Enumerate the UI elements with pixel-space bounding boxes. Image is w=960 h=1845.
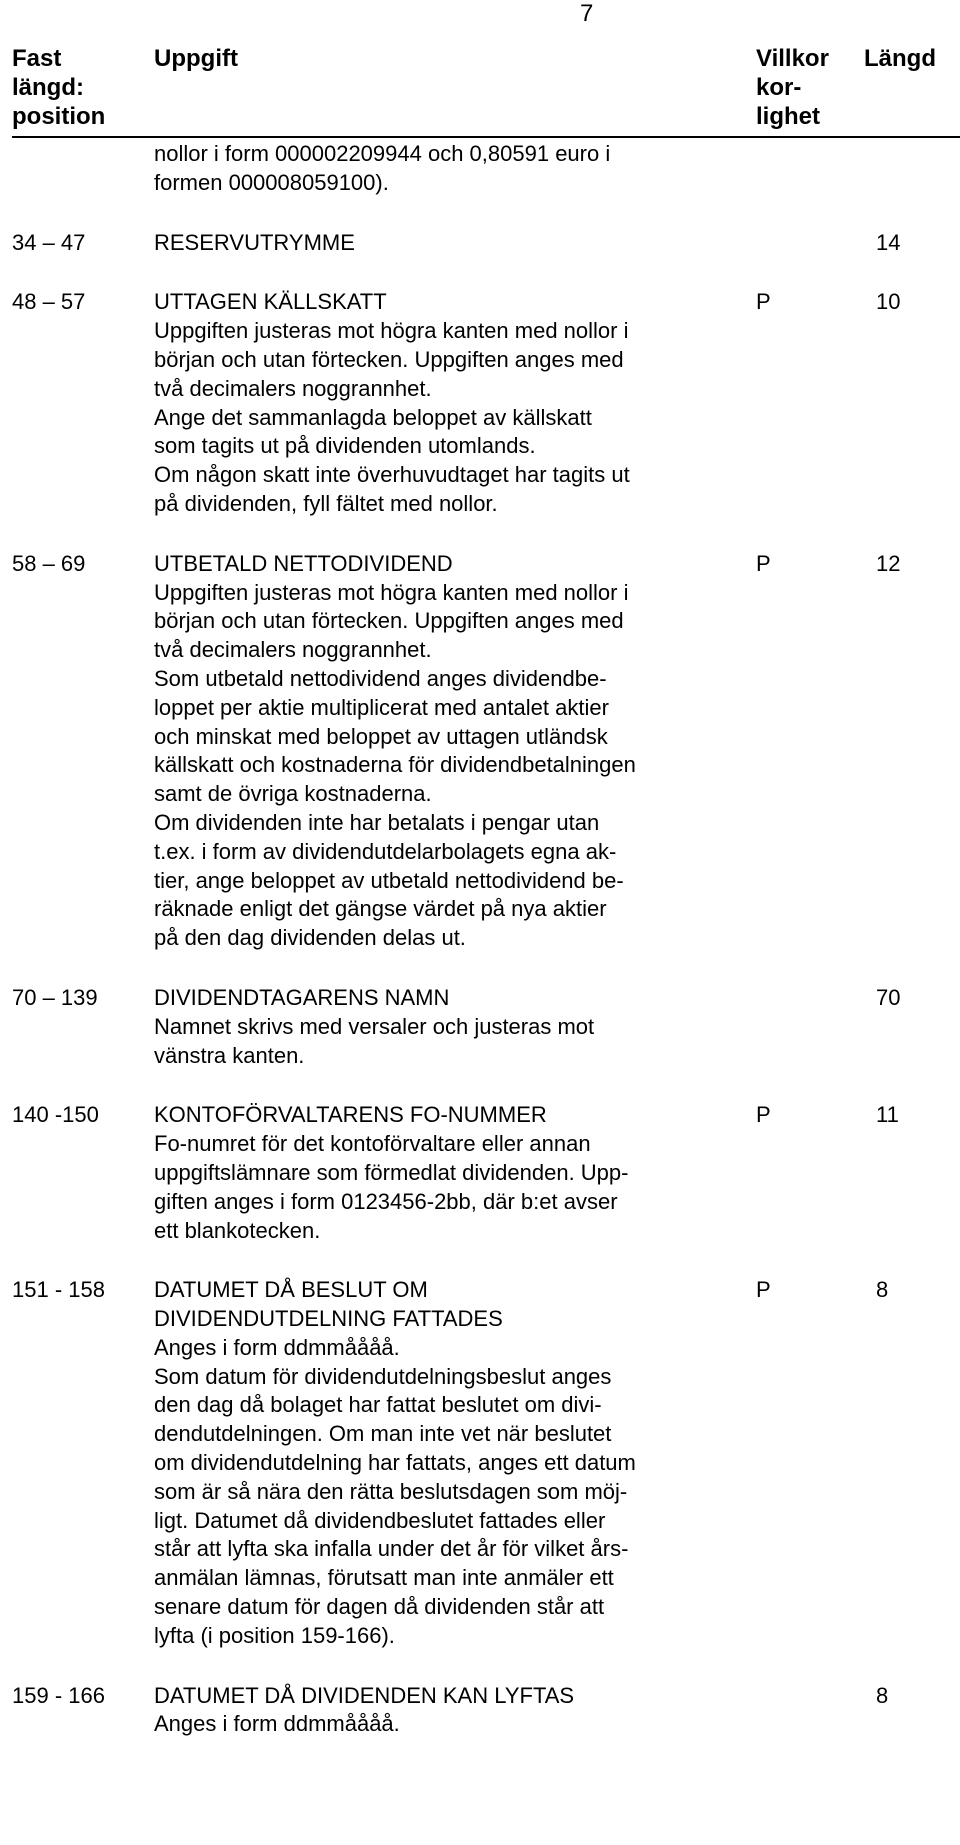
field-position: 151 - 158 xyxy=(12,1277,105,1303)
header-position-line: längd: xyxy=(12,74,84,101)
field-description-line: senare datum för dagen då dividenden står att xyxy=(154,1594,605,1620)
field-description-line: och minskat med beloppet av uttagen utländsk xyxy=(154,723,608,749)
field-row xyxy=(12,1276,960,1650)
field-table xyxy=(12,140,960,1770)
field-description-line: Om dividenden inte har betalats i pengar utan xyxy=(154,809,600,835)
field-length: 11 xyxy=(876,1102,899,1128)
field-description-line: Uppgiften justeras mot högra kanten med nollor i xyxy=(154,579,629,605)
field-condition: P xyxy=(756,550,771,576)
field-description xyxy=(154,550,754,953)
field-title: KONTOFÖRVALTARENS FO-NUMMER xyxy=(154,1102,547,1128)
field-position: 159 - 166 xyxy=(12,1682,105,1708)
field-description xyxy=(154,984,754,1070)
field-description-line: giften anges i form 0123456-2bb, där b:et avser xyxy=(154,1188,618,1214)
field-title: DIVIDENDTAGARENS NAMN xyxy=(154,984,450,1010)
field-row xyxy=(12,229,960,258)
field-description-line: början och utan förtecken. Uppgiften anges med xyxy=(154,346,624,372)
field-title: UTBETALD NETTODIVIDEND xyxy=(154,550,453,576)
page-number: 7 xyxy=(580,0,594,27)
field-description-line: om dividendutdelning har fattats, anges ett datum xyxy=(154,1450,636,1476)
field-position: 34 – 47 xyxy=(12,229,86,255)
field-position: 48 – 57 xyxy=(12,289,86,315)
field-description-line: Uppgiften justeras mot högra kanten med nollor i xyxy=(154,318,629,344)
field-condition: P xyxy=(756,1102,771,1128)
field-row xyxy=(12,1682,960,1740)
field-description-line: vänstra kanten. xyxy=(154,1042,305,1068)
field-description-line: Ange det sammanlagda beloppet av källskatt xyxy=(154,404,592,430)
header-condition-line: Villkor xyxy=(756,45,829,72)
field-description-line: som tagits ut på dividenden utomlands. xyxy=(154,433,536,459)
field-description-line: källskatt och kostnaderna för dividendbetalningen xyxy=(154,752,636,778)
field-description-line: står att lyfta ska infalla under det år för vilket års- xyxy=(154,1536,629,1562)
field-position: 140 -150 xyxy=(12,1102,99,1128)
field-description-line: Anges i form ddmmåååå. xyxy=(154,1334,400,1360)
field-description-line: på dividenden, fyll fältet med nollor. xyxy=(154,490,498,516)
field-length: 14 xyxy=(876,229,901,255)
field-description-line: ligt. Datumet då dividendbeslutet fattades eller xyxy=(154,1507,606,1533)
field-description xyxy=(154,1682,754,1740)
field-length: 8 xyxy=(876,1682,889,1708)
field-description-line: anmälan lämnas, förutsatt man inte anmäler ett xyxy=(154,1565,614,1591)
field-title: nollor i form 000002209944 och 0,80591 euro i xyxy=(154,141,611,166)
field-length: 70 xyxy=(876,984,901,1010)
field-title: DATUMET DÅ BESLUT OM xyxy=(154,1277,428,1303)
field-description-line: loppet per aktie multiplicerat med antalet aktier xyxy=(154,694,609,720)
field-description-line: Som datum för dividendutdelningsbeslut anges xyxy=(154,1363,612,1389)
field-position: 70 – 139 xyxy=(12,984,98,1010)
field-row xyxy=(12,550,960,953)
field-condition: P xyxy=(756,289,771,315)
field-description xyxy=(154,1101,754,1245)
field-position: 58 – 69 xyxy=(12,550,86,576)
field-condition: P xyxy=(756,1277,771,1303)
field-description-line: två decimalers noggrannhet. xyxy=(154,637,432,663)
field-description-line: Fo-numret för det kontoförvaltare eller annan xyxy=(154,1131,591,1157)
field-title: DATUMET DÅ DIVIDENDEN KAN LYFTAS xyxy=(154,1682,575,1708)
header-position xyxy=(12,44,105,131)
field-description-line: två decimalers noggrannhet. xyxy=(154,375,432,401)
field-title: UTTAGEN KÄLLSKATT xyxy=(154,289,387,315)
field-description-line: på den dag dividenden delas ut. xyxy=(154,925,466,951)
header-condition xyxy=(756,44,829,131)
field-description xyxy=(154,140,754,198)
field-length: 8 xyxy=(876,1277,889,1303)
field-description-line: lyfta (i position 159-166). xyxy=(154,1622,395,1648)
field-description-line: början och utan förtecken. Uppgiften anges med xyxy=(154,608,624,634)
field-description-line: ett blankotecken. xyxy=(154,1217,321,1243)
header-position-line: Fast xyxy=(12,45,62,72)
field-description-line: dendutdelningen. Om man inte vet när beslutet xyxy=(154,1421,612,1447)
field-title: RESERVUTRYMME xyxy=(154,229,355,255)
field-description-line: formen 000008059100). xyxy=(154,169,389,195)
field-description xyxy=(154,1276,754,1650)
field-row xyxy=(12,1101,960,1245)
field-description-line: Som utbetald nettodividend anges dividendbe- xyxy=(154,665,607,691)
field-description-line: Om någon skatt inte överhuvudtaget har tagits ut xyxy=(154,462,630,488)
field-description-line: den dag då bolaget har fattat beslutet om divi- xyxy=(154,1392,602,1418)
field-description-line: som är så nära den rätta beslutsdagen som möj- xyxy=(154,1478,628,1504)
field-description xyxy=(154,229,754,258)
field-description-line: Namnet skrivs med versaler och justeras mot xyxy=(154,1013,595,1039)
field-row xyxy=(12,288,960,518)
field-description-line: räknade enligt det gängse värdet på nya aktier xyxy=(154,896,607,922)
field-description-line: Anges i form ddmmåååå. xyxy=(154,1711,400,1737)
field-row xyxy=(12,140,960,198)
header-condition-line: lighet xyxy=(756,103,820,130)
field-row xyxy=(12,984,960,1070)
field-description-line: t.ex. i form av dividendutdelarbolagets egna ak- xyxy=(154,838,617,864)
table-header xyxy=(12,44,960,138)
field-description-line: DIVIDENDUTDELNING FATTADES xyxy=(154,1306,503,1332)
field-description xyxy=(154,288,754,518)
header-length: Längd xyxy=(864,45,936,72)
header-condition-line: kor- xyxy=(756,74,802,101)
header-task: Uppgift xyxy=(154,45,238,72)
field-length: 10 xyxy=(876,289,901,315)
field-length: 12 xyxy=(876,550,901,576)
field-description-line: samt de övriga kostnaderna. xyxy=(154,781,432,807)
field-description-line: tier, ange beloppet av utbetald nettodividend be- xyxy=(154,867,624,893)
header-position-line: position xyxy=(12,103,106,130)
field-description-line: uppgiftslämnare som förmedlat dividenden. Upp- xyxy=(154,1159,629,1185)
